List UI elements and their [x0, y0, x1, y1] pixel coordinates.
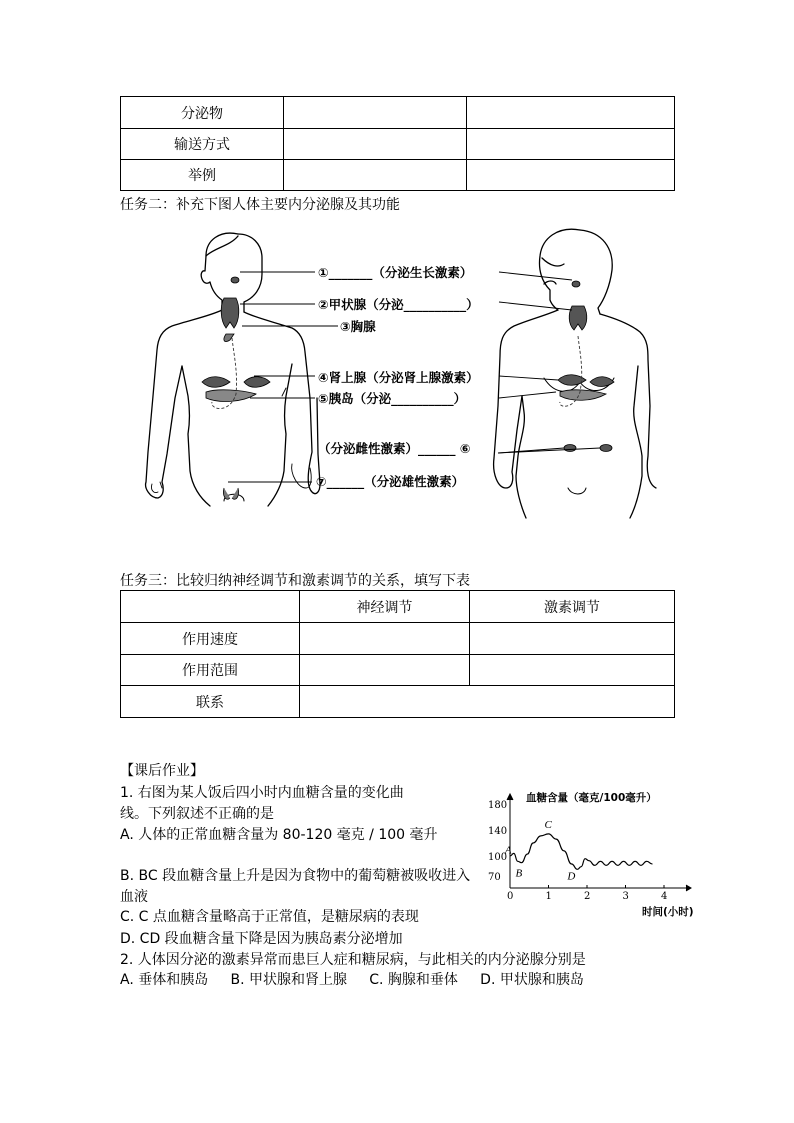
row-label-relation: 联系	[121, 686, 300, 718]
x-tick-label: 2	[584, 891, 591, 902]
x-tick-label: 1	[545, 891, 552, 902]
point-label-a: A	[504, 844, 512, 857]
cell-empty[interactable]	[470, 655, 675, 686]
q1-option-d: D. CD 段血糖含量下降是因为胰岛素分泌增加	[120, 931, 403, 947]
x-axis-label: 时间(小时)	[642, 906, 694, 918]
cell-empty[interactable]	[284, 160, 467, 191]
q2-stem: 2. 人体因分泌的激素异常而患巨人症和糖尿病，与此相关的内分泌腺分别是	[120, 952, 586, 968]
point-label-c: C	[544, 818, 552, 831]
row-label-transport: 输送方式	[121, 129, 284, 160]
q1-option-c: C. C 点血糖含量略高于正常值，是糖尿病的表现	[120, 909, 419, 925]
q1-stem-line2: 线。下列叙述不正确的是	[120, 806, 274, 822]
cell-empty[interactable]	[467, 129, 675, 160]
endocrine-gland-diagram	[140, 226, 660, 521]
homework-heading: 【课后作业】	[120, 763, 204, 779]
task3-title: 任务三：比较归纳神经调节和激素调节的关系，填写下表	[120, 573, 470, 589]
blood-glucose-chart	[484, 786, 700, 922]
row-label-secretion: 分泌物	[121, 97, 284, 129]
x-tick-label: 3	[622, 891, 629, 902]
q2-options: A. 垂体和胰岛 B. 甲状腺和肾上腺 C. 胸腺和垂体 D. 甲状腺和胰岛	[120, 972, 584, 988]
gland-label-pituitary: ①_______（分泌生长激素）	[318, 265, 473, 280]
regulation-compare-table	[120, 590, 675, 718]
gland-label-adrenal: ④肾上腺（分泌肾上腺激素）	[318, 370, 479, 385]
row-label-range: 作用范围	[121, 655, 300, 686]
female-glands	[558, 281, 614, 452]
x-tick-label: 0	[507, 891, 514, 902]
gland-label-thyroid: ②甲状腺（分泌__________）	[318, 297, 479, 312]
gland-label-ovary: （分泌雌性激素）______ ⑥	[318, 441, 471, 456]
male-figure	[146, 233, 320, 506]
x-axis-arrow	[686, 885, 691, 891]
cell-empty[interactable]	[300, 623, 470, 655]
point-label-d: D	[567, 870, 576, 883]
row-label-example: 举例	[121, 160, 284, 191]
secretion-table	[120, 96, 675, 191]
header-empty	[121, 591, 300, 623]
x-tick-label: 4	[661, 891, 668, 902]
row-label-speed: 作用速度	[121, 623, 300, 655]
y-tick-label: 140	[488, 826, 508, 837]
cell-empty[interactable]	[467, 160, 675, 191]
header-nervous: 神经调节	[300, 591, 470, 623]
y-axis-arrow	[507, 794, 513, 800]
glucose-series-line	[510, 834, 652, 869]
cell-empty[interactable]	[284, 129, 467, 160]
cell-empty[interactable]	[300, 686, 675, 718]
q1-stem-line1: 1. 右图为某人饭后四小时内血糖含量的变化曲	[120, 785, 404, 801]
cell-empty[interactable]	[284, 97, 467, 129]
y-tick-label: 180	[488, 800, 508, 811]
y-tick-label: 70	[488, 872, 501, 883]
point-label-b: B	[515, 867, 523, 880]
q1-option-b: B. BC 段血糖含量上升是因为食物中的葡萄糖被吸收进入血液	[120, 868, 471, 905]
task2-title: 任务二：补充下图人体主要内分泌腺及其功能	[120, 197, 400, 213]
header-hormone: 激素调节	[470, 591, 675, 623]
gland-label-islets: ⑤胰岛（分泌__________）	[318, 391, 467, 406]
female-figure	[494, 229, 656, 518]
gland-label-testis: ⑦______（分泌雄性激素）	[316, 474, 465, 489]
chart-title: 血糖含量（毫克/100毫升）	[526, 792, 657, 804]
cell-empty[interactable]	[467, 97, 675, 129]
y-tick-label: 100	[488, 852, 508, 863]
gland-label-thymus: ③胸腺	[340, 319, 376, 334]
cell-empty[interactable]	[470, 623, 675, 655]
chart-tick-labels	[488, 800, 667, 902]
q1-option-a: A. 人体的正常血糖含量为 80-120 毫克 / 100 毫升	[120, 827, 438, 843]
cell-empty[interactable]	[300, 655, 470, 686]
